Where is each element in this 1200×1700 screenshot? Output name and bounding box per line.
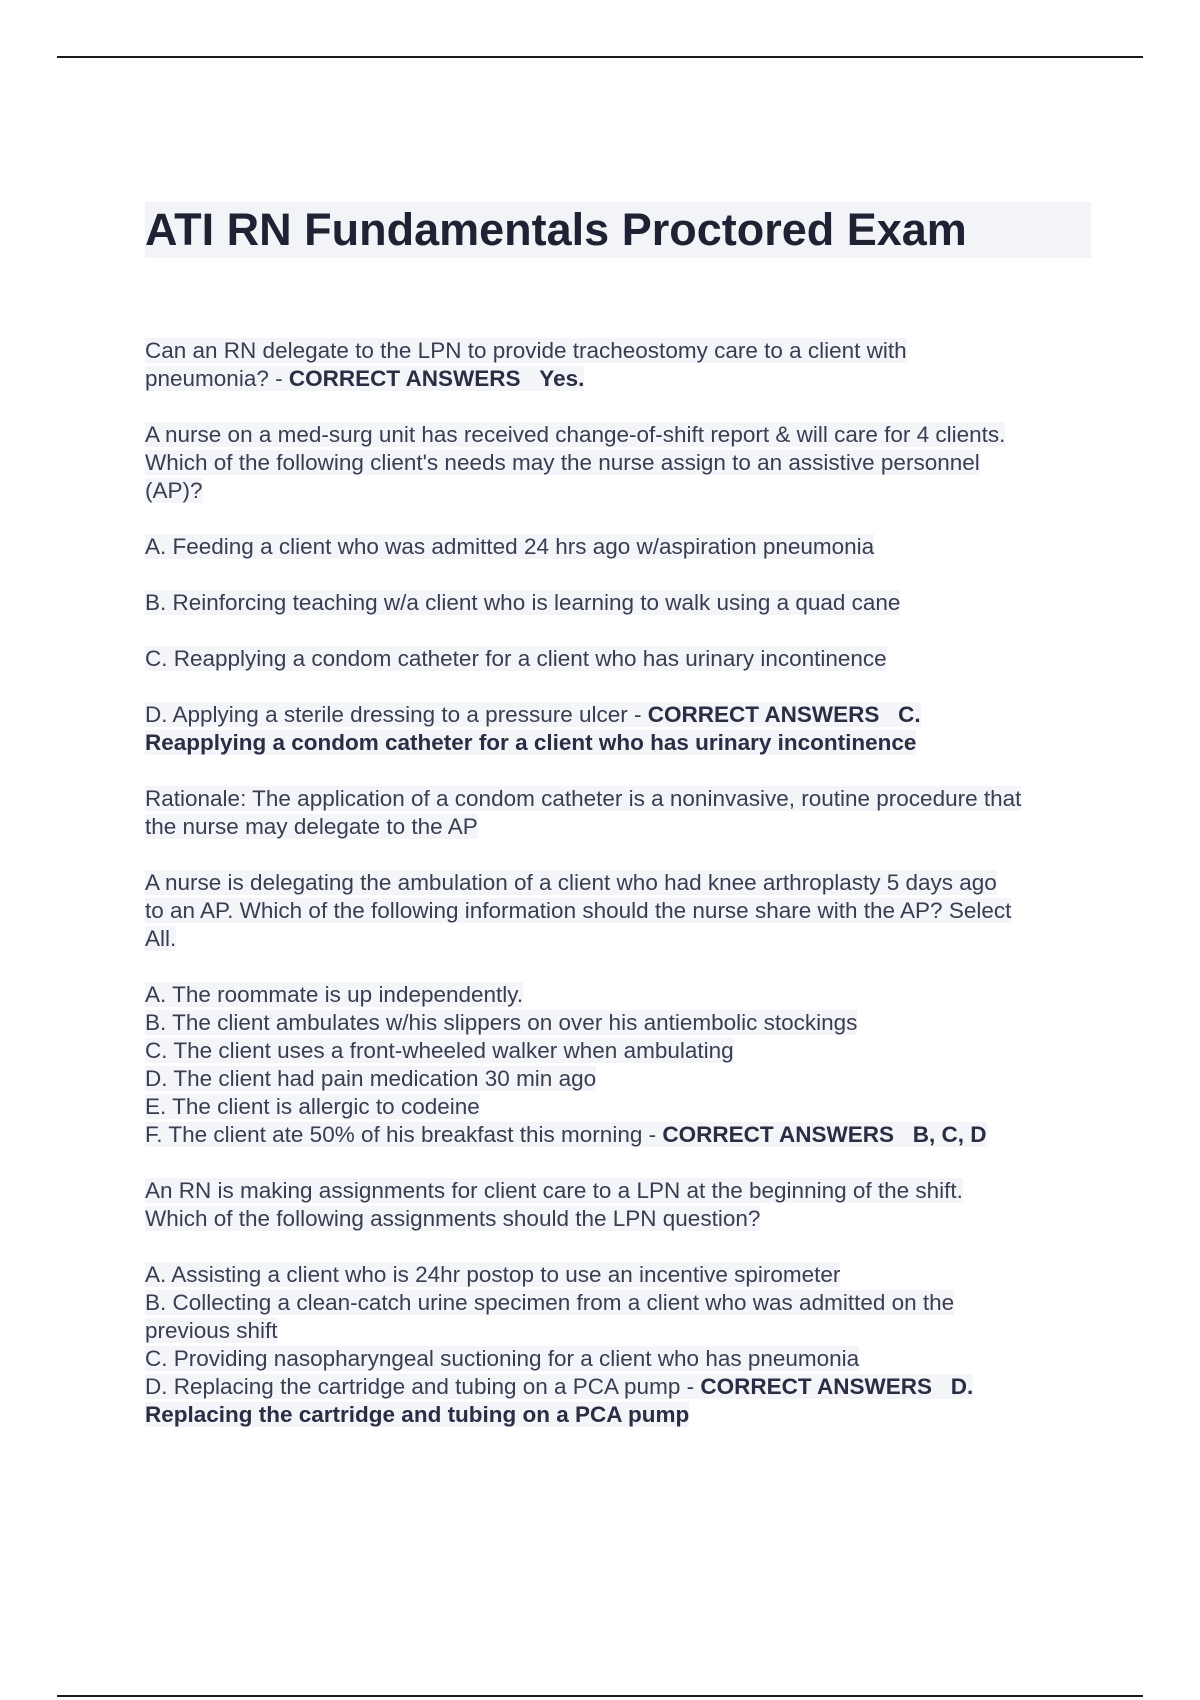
q2-option-d-text: D. Applying a sterile dressing to a pressure ulcer - [145, 702, 648, 727]
q2-option-c: C. Reapplying a condom catheter for a client who has urinary incontinence [145, 646, 887, 671]
page-title: ATI RN Fundamentals Proctored Exam [145, 202, 1091, 258]
q3-option-c: C. The client uses a front-wheeled walker when ambulating [145, 1038, 734, 1063]
question-1 [145, 337, 1095, 393]
document-body [145, 337, 1095, 1457]
q3-option-d: D. The client had pain medication 30 min ago [145, 1066, 597, 1091]
top-rule [57, 56, 1143, 58]
q2-answer-label: CORRECT ANSWERS [647, 702, 880, 727]
q3-option-b: B. The client ambulates w/his slippers on over his antiembolic stockings [145, 1010, 858, 1035]
q4-answer-label: CORRECT ANSWERS [700, 1374, 932, 1399]
q2-stem-line-2: Which of the following client's needs may the nurse assign to an assistive personnel [145, 450, 980, 475]
q2-stem-line-3: (AP)? [145, 478, 203, 503]
q1-line-2 [145, 365, 1095, 393]
q2-option-a: A. Feeding a client who was admitted 24 hrs ago w/aspiration pneumonia [145, 534, 875, 559]
q2-option-d [145, 701, 1095, 757]
q3-option-e: E. The client is allergic to codeine [145, 1094, 480, 1119]
q1-answer-label: CORRECT ANSWERS [288, 366, 521, 391]
q3-answer: B, C, D [912, 1122, 987, 1147]
q2-answer-text: Reapplying a condom catheter for a client who has urinary incontinence [145, 730, 917, 755]
q4-option-c: C. Providing nasopharyngeal suctioning for a client who has pneumonia [145, 1346, 860, 1371]
question-3-stem [145, 869, 1095, 953]
q3-options [145, 981, 1095, 1149]
q2-answer-letter: C. [898, 702, 921, 727]
q3-answer-label: CORRECT ANSWERS [662, 1122, 895, 1147]
q1-question-tail: pneumonia? - [145, 366, 289, 391]
q3-option-a: A. The roommate is up independently. [145, 982, 524, 1007]
q3-option-f: F. The client ate 50% of his breakfast this morning - [145, 1122, 663, 1147]
q1-answer: Yes. [539, 366, 585, 391]
bottom-rule [57, 1695, 1143, 1697]
q4-options [145, 1261, 1095, 1429]
q4-answer-letter: D. [950, 1374, 974, 1399]
q4-option-a: A. Assisting a client who is 24hr postop to use an incentive spirometer [145, 1262, 841, 1287]
q3-stem-line-2: to an AP. Which of the following information should the nurse share with the AP? Select [145, 898, 1012, 923]
q2-rationale-line-2: the nurse may delegate to the AP [145, 814, 478, 839]
q2-rationale [145, 785, 1095, 841]
q2-stem-line-1: A nurse on a med-surg unit has received change-of-shift report & will care for 4 clients. [145, 422, 1006, 447]
q4-stem-line-1: An RN is making assignments for client care to a LPN at the beginning of the shift. [145, 1178, 963, 1203]
q4-option-b-line-1: B. Collecting a clean-catch urine specimen from a client who was admitted on the [145, 1290, 955, 1315]
q3-stem-line-1: A nurse is delegating the ambulation of a client who had knee arthroplasty 5 days ago [145, 870, 997, 895]
q2-option-b: B. Reinforcing teaching w/a client who is learning to walk using a quad cane [145, 590, 901, 615]
q4-stem-line-2: Which of the following assignments should the LPN question? [145, 1206, 761, 1231]
q3-stem-line-3: All. [145, 926, 177, 951]
q4-answer-text: Replacing the cartridge and tubing on a PCA pump [145, 1402, 690, 1427]
question-4-stem [145, 1177, 1095, 1233]
question-2-stem [145, 421, 1095, 505]
q4-option-b-line-2: previous shift [145, 1318, 278, 1343]
q1-line-1: Can an RN delegate to the LPN to provide tracheostomy care to a client with [145, 338, 907, 363]
q2-rationale-line-1: Rationale: The application of a condom catheter is a noninvasive, routine procedure that [145, 786, 1022, 811]
q4-option-d: D. Replacing the cartridge and tubing on a PCA pump - [145, 1374, 701, 1399]
